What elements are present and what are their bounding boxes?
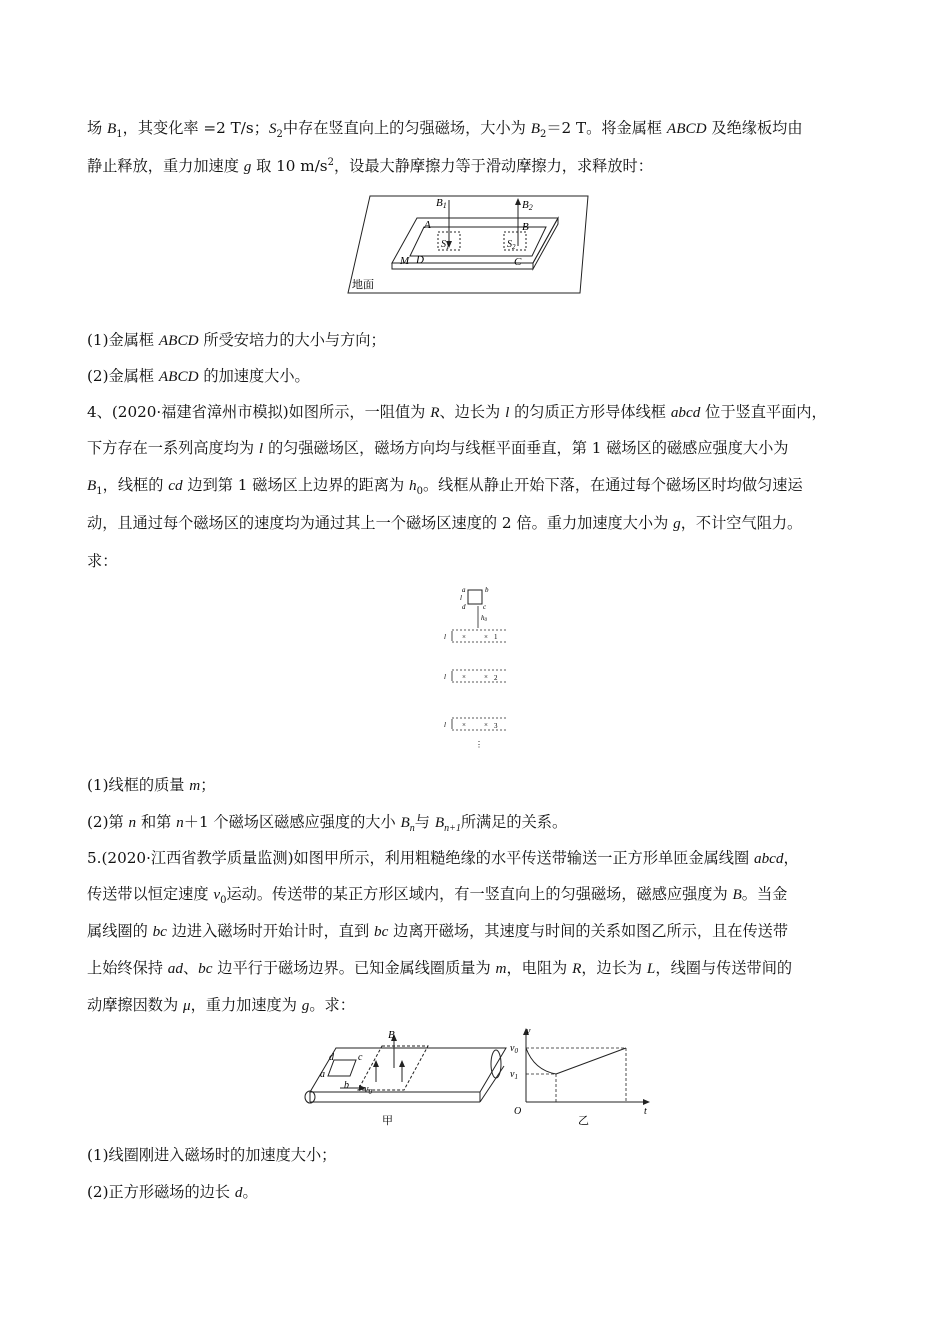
magnetic-zones-figure <box>440 584 520 754</box>
svg-text:c: c <box>358 1052 363 1063</box>
svg-text:×: × <box>462 673 466 681</box>
svg-text:l: l <box>444 633 446 641</box>
svg-text:S2: $S_2$ <box>507 239 516 251</box>
p4-line-3: $B_1$，线框的 cd 边到第 1 磁场区上边界的距离为 $h_0$。线框从静止开始下落，在通过每个磁场区时均做匀速运 <box>87 476 803 498</box>
svg-text:h0: h0 <box>481 614 487 623</box>
svg-text:v: v <box>526 1026 531 1037</box>
svg-text:B: B <box>388 1029 395 1041</box>
svg-text:v0: $v_0$ <box>510 1043 518 1055</box>
svg-text:×: × <box>462 721 466 729</box>
svg-text:×: × <box>484 633 488 641</box>
svg-text:B: B <box>522 221 529 233</box>
plate-figure <box>340 188 590 300</box>
svg-text:a: a <box>320 1069 325 1080</box>
p5-line-4: 上始终保持 ad、bc 边平行于磁场边界。已知金属线圈质量为 m，电阻为 R，边长为 L，线圈与传送带间的 <box>87 959 793 977</box>
svg-text:b: b <box>485 586 489 594</box>
svg-text:S1: $S_1$ <box>441 239 450 251</box>
svg-text:t: t <box>644 1106 647 1117</box>
svg-text:B1: B1 <box>436 197 447 210</box>
svg-text:d: d <box>462 603 466 611</box>
p3-question-2: (2)金属框 ABCD 的加速度大小。 <box>87 367 310 385</box>
svg-text:v0: $v_0$ <box>364 1084 372 1096</box>
p5-line-3: 属线圈的 bc 边进入磁场时开始计时，直到 bc 边离开磁场，其速度与时间的关系如图乙所示，且在传送带 <box>87 922 789 940</box>
svg-text:l: l <box>444 673 446 681</box>
svg-text:v1: $v_1$ <box>510 1069 518 1081</box>
conveyor-figure <box>298 1026 520 1130</box>
svg-text:C: C <box>514 256 522 268</box>
p3-line-1: 场 $B_1$，其变化率 =2 T/s；$S_2$中存在竖直向上的匀强磁场，大小为 $B_2=2$ T。将金属框 ABCD 及绝缘板均由 <box>87 119 803 141</box>
p4-line-4: 动，且通过每个磁场区的速度均为通过其上一个磁场区速度的 2 倍。重力加速度大小为 g，不计空气阻力。 <box>87 514 803 532</box>
svg-text:甲: 甲 <box>382 1115 393 1127</box>
p4-question-2: (2)第 n 和第 n＋1 个磁场区磁感应强度的大小 $B_n$与 $B_{n+1}$所满足的关系。 <box>87 813 568 835</box>
svg-text:l: l <box>460 594 462 602</box>
svg-text:O: O <box>514 1106 522 1117</box>
svg-text:2: 2 <box>494 674 498 682</box>
svg-text:1: 1 <box>494 633 498 641</box>
p5-line-5: 动摩擦因数为 μ，重力加速度为 g。求： <box>87 996 355 1014</box>
svg-text:B2: B2 <box>522 199 533 212</box>
p4-line-1: 4、(2020·福建省漳州市模拟)如图所示，一阻值为 R、边长为 l 的匀质正方形导体线框 abcd 位于竖直平面内， <box>87 403 827 421</box>
svg-text:⋮: ⋮ <box>475 740 483 749</box>
svg-text:b: b <box>344 1080 349 1091</box>
svg-text:D: D <box>416 254 424 266</box>
svg-text:3: 3 <box>494 722 498 730</box>
svg-text:M: M <box>400 255 410 267</box>
svg-text:c: c <box>483 603 487 611</box>
p3-line-2: 静止释放，重力加速度 g 取 10 $m/s^2$，设最大静摩擦力等于滑动摩擦力，求释放时： <box>87 156 653 175</box>
p4-line-5: 求： <box>87 552 118 570</box>
svg-text:l: l <box>444 721 446 729</box>
p5-line-1: 5.(2020·江西省教学质量监测)如图甲所示，利用粗糙绝缘的水平传送带输送一正方形单匝金属线圈 abcd， <box>87 849 799 867</box>
p3-question-1: (1)金属框 ABCD 所受安培力的大小与方向； <box>87 331 386 349</box>
svg-text:×: × <box>484 721 488 729</box>
p5-question-1: (1)线圈刚进入磁场时的加速度大小； <box>87 1146 337 1164</box>
p4-line-2: 下方存在一系列高度均为 l 的匀强磁场区，磁场方向均与线框平面垂直，第 1 磁场区的磁感应强度大小为 <box>87 439 789 457</box>
svg-text:×: × <box>484 673 488 681</box>
p5-line-2: 传送带以恒定速度 $v_0$运动。传送带的某正方形区域内，有一竖直向上的匀强磁场，磁感应强度为 B。当金 <box>87 885 788 907</box>
svg-text:a: a <box>462 586 466 594</box>
p4-question-1: (1)线框的质量 m； <box>87 776 216 794</box>
svg-text:乙: 乙 <box>578 1115 589 1127</box>
svg-text:A: A <box>424 219 431 231</box>
svg-text:×: × <box>462 633 466 641</box>
svg-text:d: d <box>329 1052 334 1063</box>
p5-question-2: (2)正方形磁场的边长 d。 <box>87 1183 258 1201</box>
velocity-time-graph <box>504 1026 654 1130</box>
svg-text:地面: 地面 <box>352 279 374 291</box>
